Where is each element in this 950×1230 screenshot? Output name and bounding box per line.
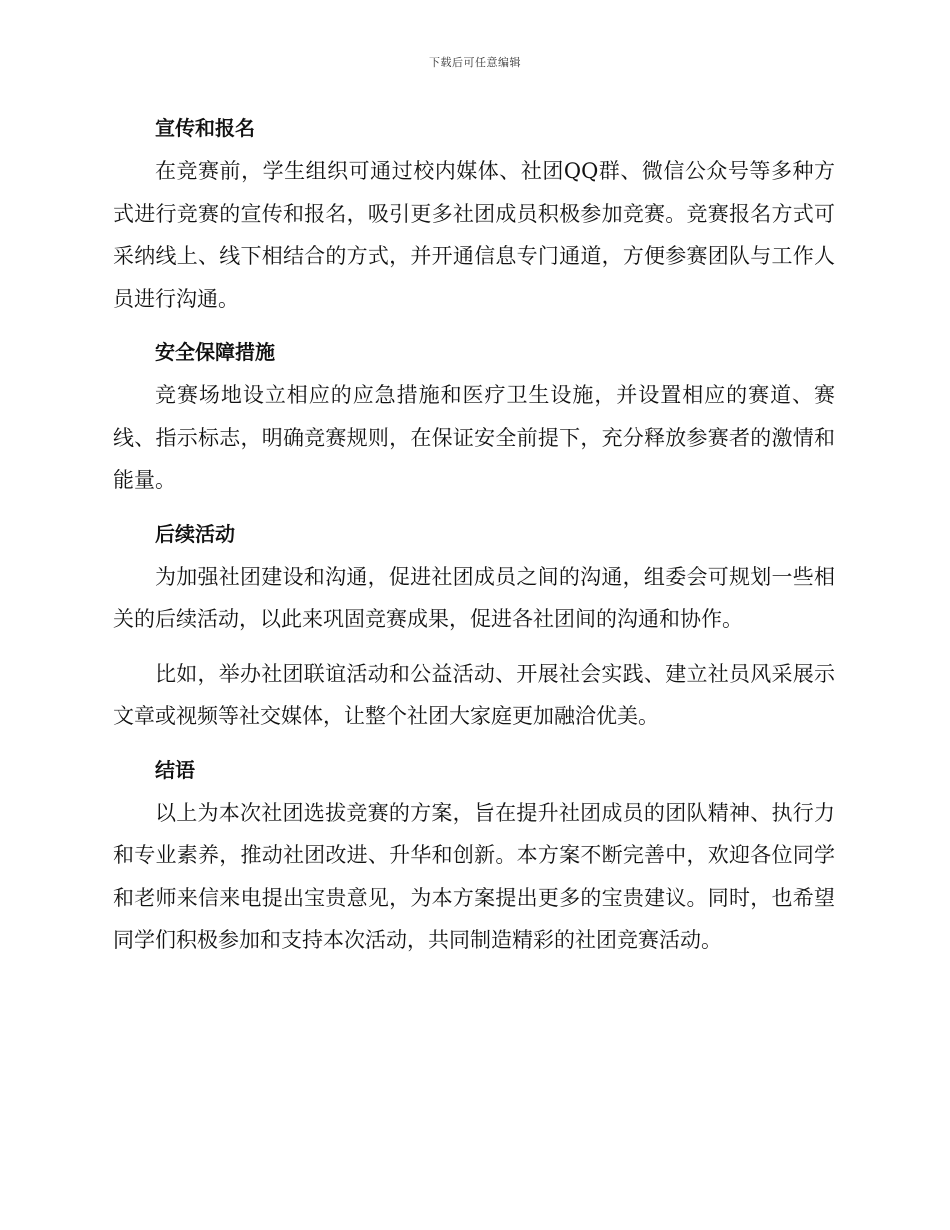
document-body	[113, 108, 835, 974]
section-follow-up	[113, 514, 835, 738]
section-publicity	[113, 108, 835, 320]
section-safety	[113, 332, 835, 502]
paragraph: 为加强社团建设和沟通，促进社团成员之间的沟通，组委会可规划一些相关的后续活动，以此来巩固竞赛成果，促进各社团间的沟通和协作。	[113, 564, 835, 631]
paragraph: 比如，举办社团联谊活动和公益活动、开展社会实践、建立社员风采展示文章或视频等社交媒体，让整个社团大家庭更加融洽优美。	[113, 661, 835, 728]
section-heading: 后续活动	[155, 521, 235, 546]
section-conclusion	[113, 750, 835, 962]
section-heading: 安全保障措施	[155, 340, 275, 364]
section-heading: 宣传和报名	[155, 116, 255, 140]
paragraph: 竞赛场地设立相应的应急措施和医疗卫生设施，并设置相应的赛道、赛线、指示标志，明确竞赛规则，在保证安全前提下，充分释放参赛者的激情和能量。	[113, 383, 835, 492]
section-heading: 结语	[155, 757, 195, 782]
page-header: 下载后可任意编辑	[429, 56, 521, 69]
paragraph: 以上为本次社团选拔竞赛的方案，旨在提升社团成员的团队精神、执行力和专业素养，推动社团改进、升华和创新。本方案不断完善中，欢迎各位同学和老师来信来电提出宝贵意见，为本方案提出更多的宝贵建议。同时，也希望同学们积极参加和支持本次活动，共同制造精彩的社团竞赛活动。	[113, 800, 835, 952]
paragraph: 在竞赛前，学生组织可通过校内媒体、社团QQ群、微信公众号等多种方式进行竞赛的宣传和报名，吸引更多社团成员积极参加竞赛。竞赛报名方式可采纳线上、线下相结合的方式，并开通信息专门通道，方便参赛团队与工作人员进行沟通。	[113, 159, 835, 311]
